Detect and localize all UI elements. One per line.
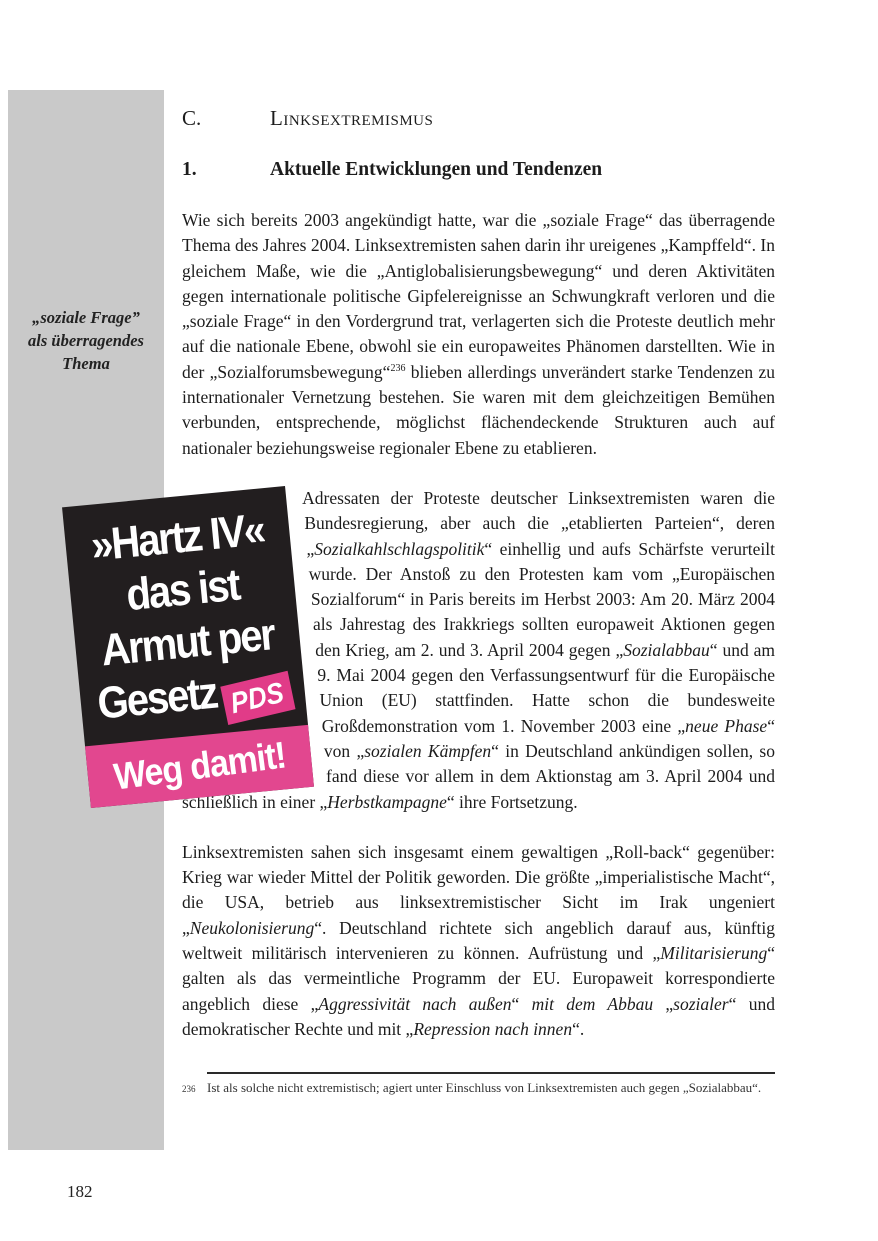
section-heading — [182, 105, 775, 131]
poster-line-1: »Hartz IV« — [88, 505, 267, 571]
section-label: C. — [182, 106, 202, 130]
paragraph-3: Linksextremisten sahen sich insgesamt einem gewaltigen „Roll-back“ gegenüber: Krieg war wieder Mittel der Politik geworden. Die größte „imperialistische Macht“, die USA, betrieb aus linksextremistischer Sicht im Irak ungeniert „Neukolonisierung“. Deutschland richtete sich angeblich darauf aus, künftig weltweit militärisch intervenieren zu können. Aufrüstung und „Militarisierung“ galten als das vermeintliche Programm der EU. Europaweit korrespondierte angeblich diese „Aggressivität nach außen“ mit dem Abbau „sozialer“ und demokratischer Rechte und mit „Repression nach innen“. — [182, 841, 775, 1039]
section-title: Linksextremismus — [270, 106, 434, 130]
page-number: 182 — [67, 1182, 93, 1201]
footnote-rule — [207, 1072, 775, 1074]
subsection-heading — [182, 157, 775, 183]
poster-line-2: das ist — [124, 560, 242, 621]
poster-headline — [62, 486, 307, 733]
poster-line-3: Armut per — [99, 609, 277, 676]
margin-note-line: „soziale Frage” — [32, 308, 140, 327]
footnote-text: Ist als solche nicht extremistisch; agiert unter Einschluss von Linksextremisten auch gegen „Sozialabbau“. — [207, 1080, 762, 1096]
margin-note — [8, 306, 164, 375]
pds-logo: PDS — [220, 671, 296, 725]
subsection-label: 1. — [182, 159, 197, 180]
margin-note-line: als überragendes — [28, 331, 144, 350]
margin-note-line: Thema — [62, 354, 110, 373]
subsection-title: Aktuelle Entwicklungen und Tendenzen — [270, 159, 603, 180]
paragraph-2-text: Adressaten der Proteste deutscher Linksextremisten waren die Bundesregierung, aber auch die „etablierten Parteien“, deren „Sozialkahlschlagspolitik“ einhellig und aufs Schärfste verurteilt wurde. Der Anstoß zu den Protesten kam vom „Europäischen Sozialforum“ in Paris bereits im Herbst 2003: Am 20. März 2004 als Jahrestag des Irakkriegs sollten europaweit Aktionen gegen den Krieg, am 2. und 3. April 2004 gegen „Sozialabbau“ und am 9. Mai 2004 gegen den Verfassungsentwurf für die Europäische Union (EU) stattfinden. Hatte schon die bundesweite Großdemonstration vom 1. November 2003 eine „neue Phase“ von „sozialen Kämpfen“ in Deutschland ankündigen sollen, so fand diese vor allem in dem Aktionstag am 3. April 2004 und schließlich in einer „Herbstkampagne“ ihre Fortsetzung. — [182, 487, 775, 812]
poster-slogan: Weg damit! — [111, 733, 288, 798]
paragraph-1: Wie sich bereits 2003 angekündigt hatte, war die „soziale Frage“ das überragende Thema des Jahres 2004. Linksextremisten sahen darin ihr ureigenes „Kampffeld“. In gleichem Maße, wie die „Antiglobalisierungsbewegung“ und deren Aktivitäten gegen internationale politische Gipfelereignisse an Schwungkraft verloren und die „soziale Frage“ in den Vordergrund trat, verlagerten sich die Proteste deutlich mehr auf die nationale Ebene, obwohl sie ein europaweites Phänomen darstellten. Wie in der „Sozialforumsbewegung“$^{236}$ blieben allerdings unverändert starke Tendenzen zu internationaler Vernetzung bestehen. Sie waren mit dem gleichzeitigen Bemühen verbunden, entsprechende, möglichst flächendeckende Strukturen auch auf nationaler beziehungsweise regionaler Ebene zu etablieren. — [182, 210, 775, 458]
poster-line-4-text: Gesetz — [95, 668, 219, 729]
poster-image — [62, 486, 314, 808]
footnote-number: 236 — [182, 1084, 196, 1095]
footnote-block — [182, 1072, 775, 1099]
